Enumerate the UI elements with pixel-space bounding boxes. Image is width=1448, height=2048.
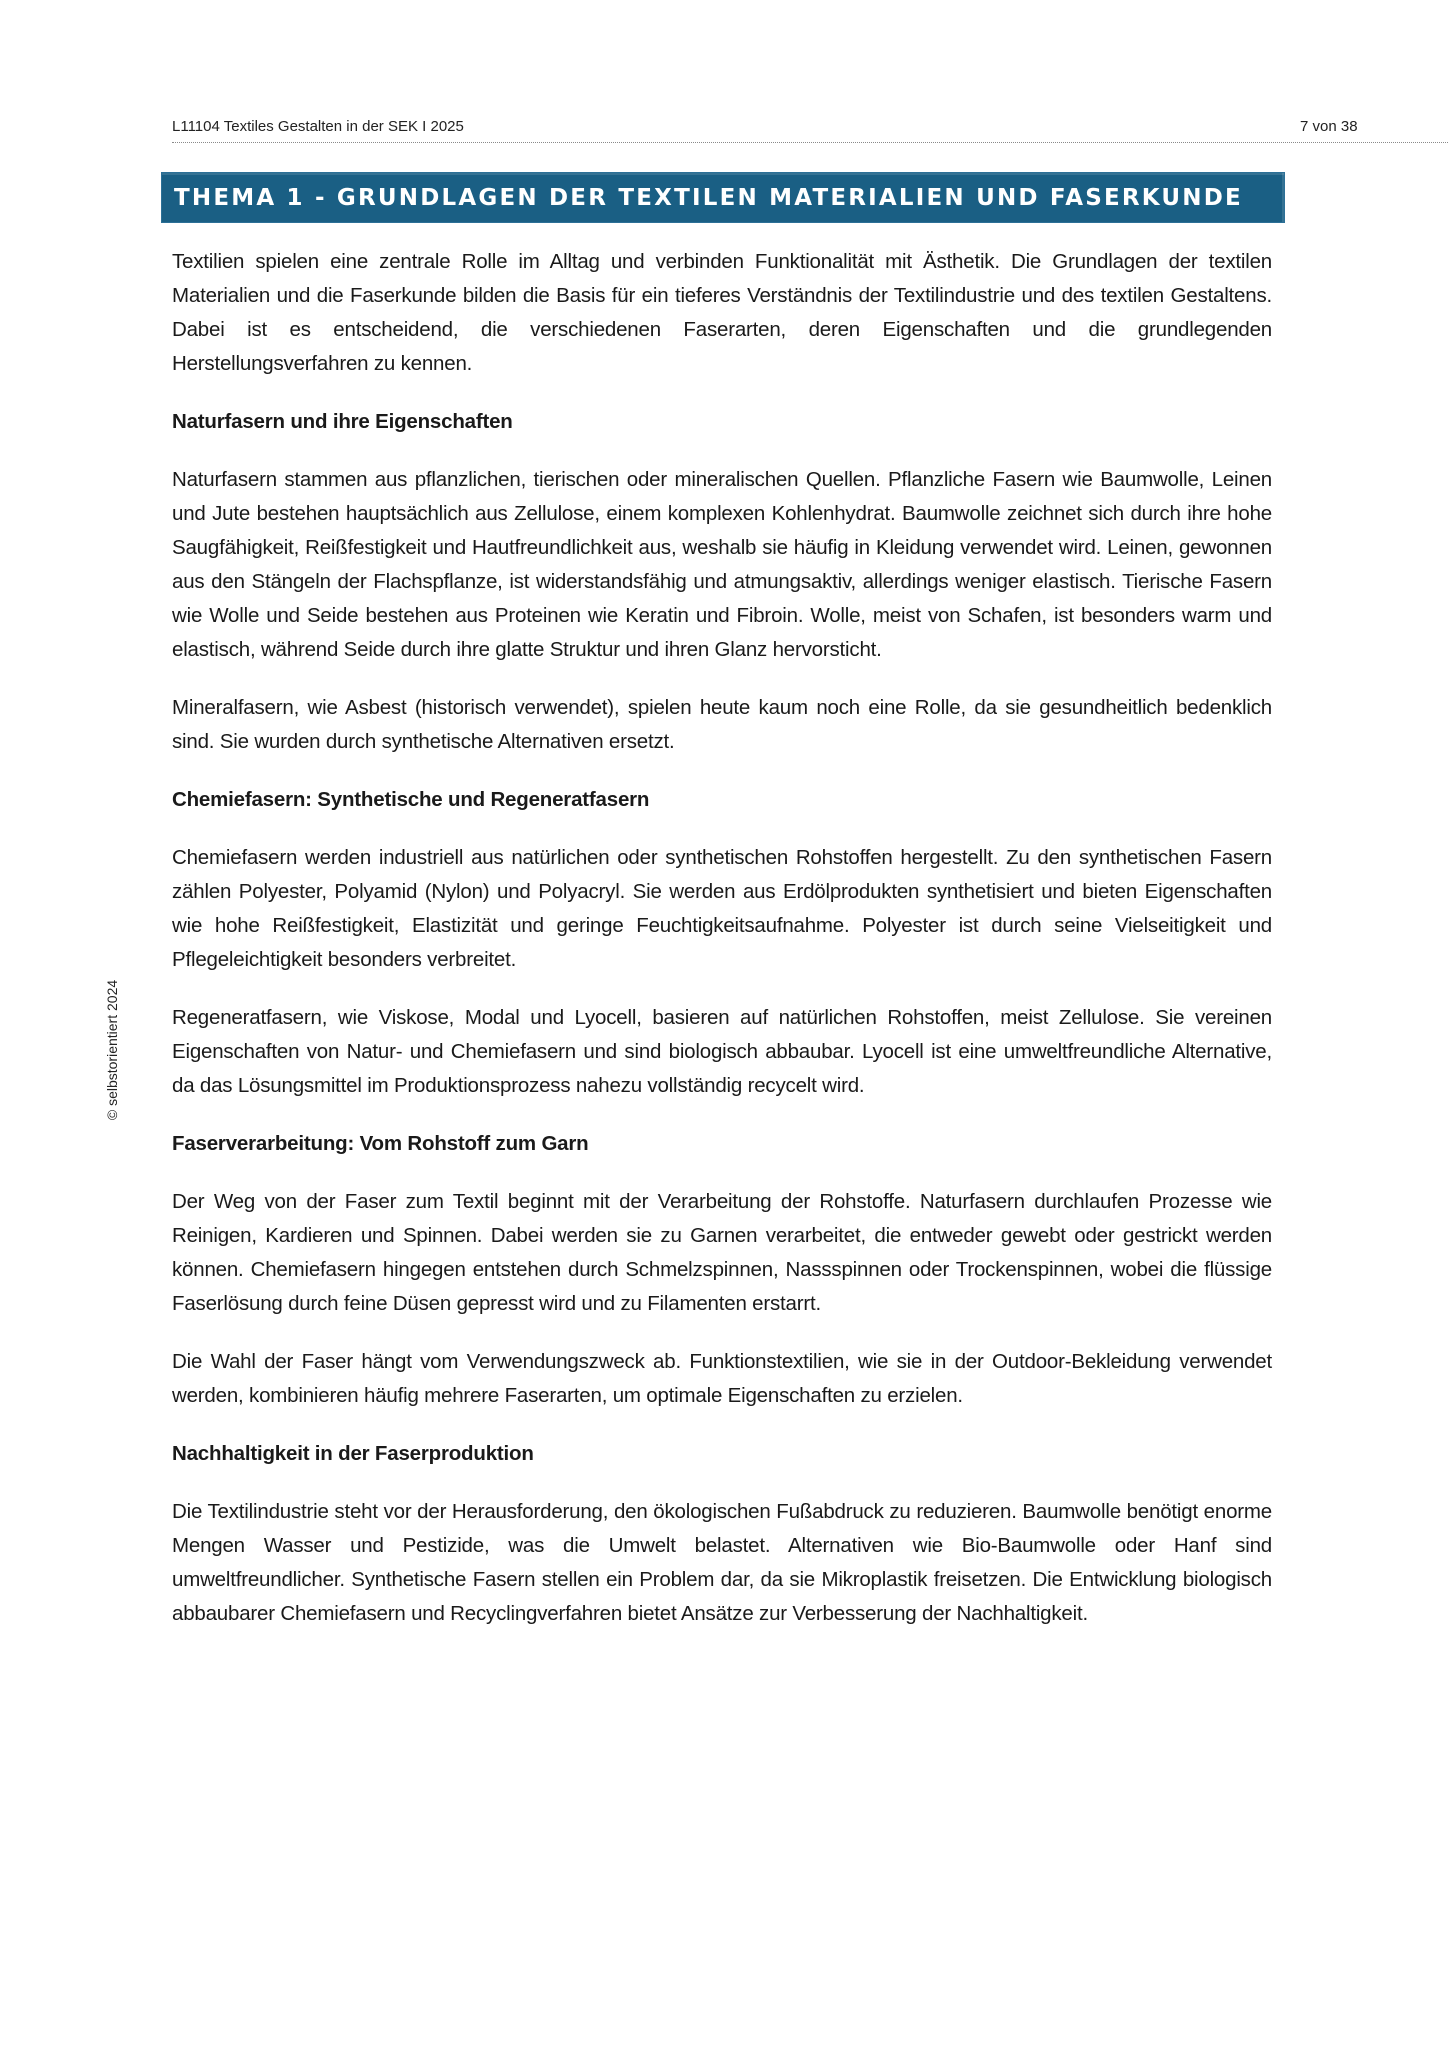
- document-body: [172, 245, 1272, 1655]
- section-title: THEMA 1 - GRUNDLAGEN DER TEXTILEN MATERIALIEN UND FASERKUNDE: [174, 185, 1243, 211]
- heading-naturfasern: Naturfasern und ihre Eigenschaften: [172, 410, 513, 433]
- intro-paragraph: Textilien spielen eine zentrale Rolle im Alltag und verbinden Funktionalität mit Ästhetik. Die Grundlagen der textilen Materialien und die Faserkunde bilden die Basis für ein tieferes Verständnis der Textilindustrie und des textilen Gestaltens. Dabei ist es entscheidend, die verschiedenen Faserarten, deren Eigenschaften und die grundlegenden Herstellungsverfahren zu kennen.: [172, 250, 1272, 375]
- page-header: [172, 116, 1448, 143]
- paragraph: Die Textilindustrie steht vor der Herausforderung, den ökologischen Fußabdruck zu reduzieren. Baumwolle benötigt enorme Mengen Wasser und Pestizide, was die Umwelt belastet. Alternativen wie Bio-Baumwolle oder Hanf sind umweltfreundlicher. Synthetische Fasern stellen ein Problem dar, da sie Mikroplastik freisetzen. Die Entwicklung biologisch abbaubarer Chemiefasern und Recyclingverfahren bietet Ansätze zur Verbesserung der Nachhaltigkeit.: [172, 1500, 1272, 1625]
- paragraph: Regeneratfasern, wie Viskose, Modal und Lyocell, basieren auf natürlichen Rohstoffen, meist Zellulose. Sie vereinen Eigenschaften von Natur- und Chemiefasern und sind biologisch abbaubar. Lyocell ist eine umweltfreundliche Alternative, da das Lösungsmittel im Produktionsprozess nahezu vollständig recycelt wird.: [172, 1006, 1272, 1097]
- paragraph: Mineralfasern, wie Asbest (historisch verwendet), spielen heute kaum noch eine Rolle, da sie gesundheitlich bedenklich sind. Sie wurden durch synthetische Alternativen ersetzt.: [172, 696, 1272, 753]
- page-number: 7 von 38: [1300, 118, 1358, 135]
- heading-faserverarbeitung: Faserverarbeitung: Vom Rohstoff zum Garn: [172, 1132, 589, 1155]
- paragraph: Chemiefasern werden industriell aus natürlichen oder synthetischen Rohstoffen hergestellt. Zu den synthetischen Fasern zählen Polyester, Polyamid (Nylon) und Polyacryl. Sie werden aus Erdölprodukten synthetisiert und bieten Eigenschaften wie hohe Reißfestigkeit, Elastizität und geringe Feuchtigkeitsaufnahme. Polyester ist durch seine Vielseitigkeit und Pflegeleichtigkeit besonders verbreitet.: [172, 846, 1272, 971]
- heading-chemiefasern: Chemiefasern: Synthetische und Regeneratfasern: [172, 788, 650, 811]
- section-title-bar: [161, 172, 1285, 223]
- paragraph: Der Weg von der Faser zum Textil beginnt mit der Verarbeitung der Rohstoffe. Naturfasern durchlaufen Prozesse wie Reinigen, Kardieren und Spinnen. Dabei werden sie zu Garnen verarbeitet, die entweder gewebt oder gestrickt werden können. Chemiefasern hingegen entstehen durch Schmelzspinnen, Nassspinnen oder Trockenspinnen, wobei die flüssige Faserlösung durch feine Düsen gepresst wird und zu Filamenten erstarrt.: [172, 1190, 1272, 1315]
- paragraph: Die Wahl der Faser hängt vom Verwendungszweck ab. Funktionstextilien, wie sie in der Outdoor-Bekleidung verwendet werden, kombinieren häufig mehrere Faserarten, um optimale Eigenschaften zu erzielen.: [172, 1350, 1272, 1407]
- copyright-note: © selbstorientiert 2024: [104, 979, 120, 1121]
- document-title: L11104 Textiles Gestalten in der SEK I 2025: [172, 118, 464, 135]
- heading-nachhaltigkeit: Nachhaltigkeit in der Faserproduktion: [172, 1442, 534, 1465]
- paragraph: Naturfasern stammen aus pflanzlichen, tierischen oder mineralischen Quellen. Pflanzliche Fasern wie Baumwolle, Leinen und Jute bestehen hauptsächlich aus Zellulose, einem komplexen Kohlenhydrat. Baumwolle zeichnet sich durch ihre hohe Saugfähigkeit, Reißfestigkeit und Hautfreundlichkeit aus, weshalb sie häufig in Kleidung verwendet wird. Leinen, gewonnen aus den Stängeln der Flachspflanze, ist widerstandsfähig und atmungsaktiv, allerdings weniger elastisch. Tierische Fasern wie Wolle und Seide bestehen aus Proteinen wie Keratin und Fibroin. Wolle, meist von Schafen, ist besonders warm und elastisch, während Seide durch ihre glatte Struktur und ihren Glanz hervorsticht.: [172, 468, 1272, 661]
